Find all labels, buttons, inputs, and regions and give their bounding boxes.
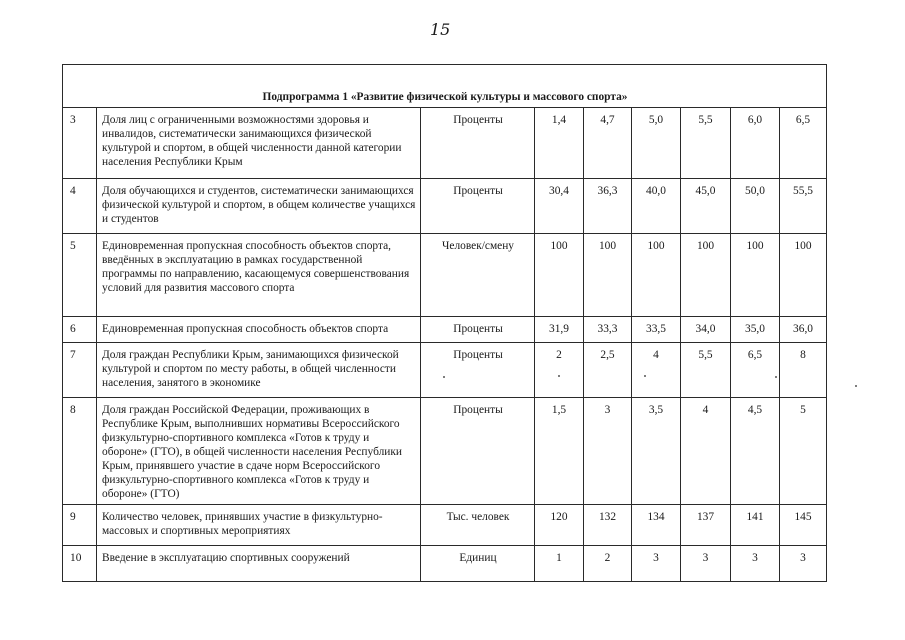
target-value: 55,5 xyxy=(780,179,827,234)
unit-of-measure: Проценты xyxy=(421,108,535,179)
target-value: 5 xyxy=(780,398,827,505)
target-value: 4,5 xyxy=(731,398,780,505)
target-value: 36,3 xyxy=(584,179,632,234)
indicator-name: Доля граждан Российской Федерации, проживающих в Республике Крым, выполнивших нормативы Всероссийского физкультурно-спортивного комплекса «Готов к труду и обороне» (ГТО), в общей численности населения Республики Крым, принявшего участие в сдаче норм Всероссийского физкультурно-спортивного комплекса «Готов к труду и обороне» (ГТО) xyxy=(97,398,421,505)
row-number: 3 xyxy=(63,108,97,179)
row-number: 4 xyxy=(63,179,97,234)
indicator-name: Доля обучающихся и студентов, систематически занимающихся физической культурой и спортом, в общем количестве учащихся и студентов xyxy=(97,179,421,234)
target-value: 3 xyxy=(731,546,780,582)
target-value: 5,0 xyxy=(632,108,681,179)
target-value: 141 xyxy=(731,505,780,546)
target-value: 100 xyxy=(780,234,827,317)
target-value: 6,0 xyxy=(731,108,780,179)
unit-of-measure: Проценты xyxy=(421,398,535,505)
target-value: 100 xyxy=(584,234,632,317)
row-number: 5 xyxy=(63,234,97,317)
target-value: 134 xyxy=(632,505,681,546)
scan-speck xyxy=(443,376,445,378)
target-value: 30,4 xyxy=(535,179,584,234)
page-number: 15 xyxy=(430,20,451,39)
row-number: 10 xyxy=(63,546,97,582)
target-value: 6,5 xyxy=(780,108,827,179)
target-value: 120 xyxy=(535,505,584,546)
target-value: 2 xyxy=(535,343,584,398)
table-row xyxy=(63,398,827,505)
table-row xyxy=(63,546,827,582)
table-row xyxy=(63,234,827,317)
indicator-name: Единовременная пропускная способность объектов спорта xyxy=(97,317,421,343)
indicators-table xyxy=(62,64,827,582)
table-row xyxy=(63,108,827,179)
subprogram-header: Подпрограмма 1 «Развитие физической культуры и массового спорта» xyxy=(63,65,827,108)
target-value: 34,0 xyxy=(681,317,731,343)
target-value: 4 xyxy=(632,343,681,398)
unit-of-measure: Единиц xyxy=(421,546,535,582)
target-value: 3 xyxy=(632,546,681,582)
table-row xyxy=(63,505,827,546)
target-value: 40,0 xyxy=(632,179,681,234)
target-value: 137 xyxy=(681,505,731,546)
scan-speck xyxy=(558,375,560,377)
target-value: 1,4 xyxy=(535,108,584,179)
target-value: 2,5 xyxy=(584,343,632,398)
target-value: 145 xyxy=(780,505,827,546)
table-row xyxy=(63,317,827,343)
target-value: 8 xyxy=(780,343,827,398)
target-value: 31,9 xyxy=(535,317,584,343)
target-value: 132 xyxy=(584,505,632,546)
target-value: 3 xyxy=(780,546,827,582)
scan-speck xyxy=(855,385,857,387)
target-value: 33,5 xyxy=(632,317,681,343)
table-row xyxy=(63,343,827,398)
target-value: 2 xyxy=(584,546,632,582)
target-value: 36,0 xyxy=(780,317,827,343)
scan-speck xyxy=(644,375,646,377)
target-value: 1 xyxy=(535,546,584,582)
target-value: 3 xyxy=(584,398,632,505)
target-value: 33,3 xyxy=(584,317,632,343)
unit-of-measure: Человек/смену xyxy=(421,234,535,317)
target-value: 3,5 xyxy=(632,398,681,505)
indicator-name: Доля граждан Республики Крым, занимающихся физической культурой и спортом по месту работы, в общей численности населения, занятого в экономике xyxy=(97,343,421,398)
unit-of-measure: Проценты xyxy=(421,179,535,234)
target-value: 35,0 xyxy=(731,317,780,343)
scan-speck xyxy=(775,376,777,378)
target-value: 100 xyxy=(731,234,780,317)
target-value: 6,5 xyxy=(731,343,780,398)
unit-of-measure: Проценты xyxy=(421,343,535,398)
row-number: 9 xyxy=(63,505,97,546)
target-value: 100 xyxy=(681,234,731,317)
target-value: 3 xyxy=(681,546,731,582)
target-value: 50,0 xyxy=(731,179,780,234)
row-number: 6 xyxy=(63,317,97,343)
target-value: 100 xyxy=(535,234,584,317)
target-value: 100 xyxy=(632,234,681,317)
row-number: 8 xyxy=(63,398,97,505)
target-value: 5,5 xyxy=(681,343,731,398)
indicator-name: Единовременная пропускная способность объектов спорта, введённых в эксплуатацию в рамках государственной программы по направлению, касающемуся совершенствования условий для развития массового спорта xyxy=(97,234,421,317)
unit-of-measure: Проценты xyxy=(421,317,535,343)
indicator-name: Введение в эксплуатацию спортивных сооружений xyxy=(97,546,421,582)
target-value: 1,5 xyxy=(535,398,584,505)
row-number: 7 xyxy=(63,343,97,398)
target-value: 45,0 xyxy=(681,179,731,234)
unit-of-measure: Тыс. человек xyxy=(421,505,535,546)
target-value: 4 xyxy=(681,398,731,505)
target-value: 5,5 xyxy=(681,108,731,179)
indicator-name: Количество человек, принявших участие в физкультурно-массовых и спортивных мероприятиях xyxy=(97,505,421,546)
table-row xyxy=(63,179,827,234)
indicator-name: Доля лиц с ограниченными возможностями здоровья и инвалидов, систематически занимающихся физической культурой и спортом, в общей численности данной категории населения Республики Крым xyxy=(97,108,421,179)
target-value: 4,7 xyxy=(584,108,632,179)
